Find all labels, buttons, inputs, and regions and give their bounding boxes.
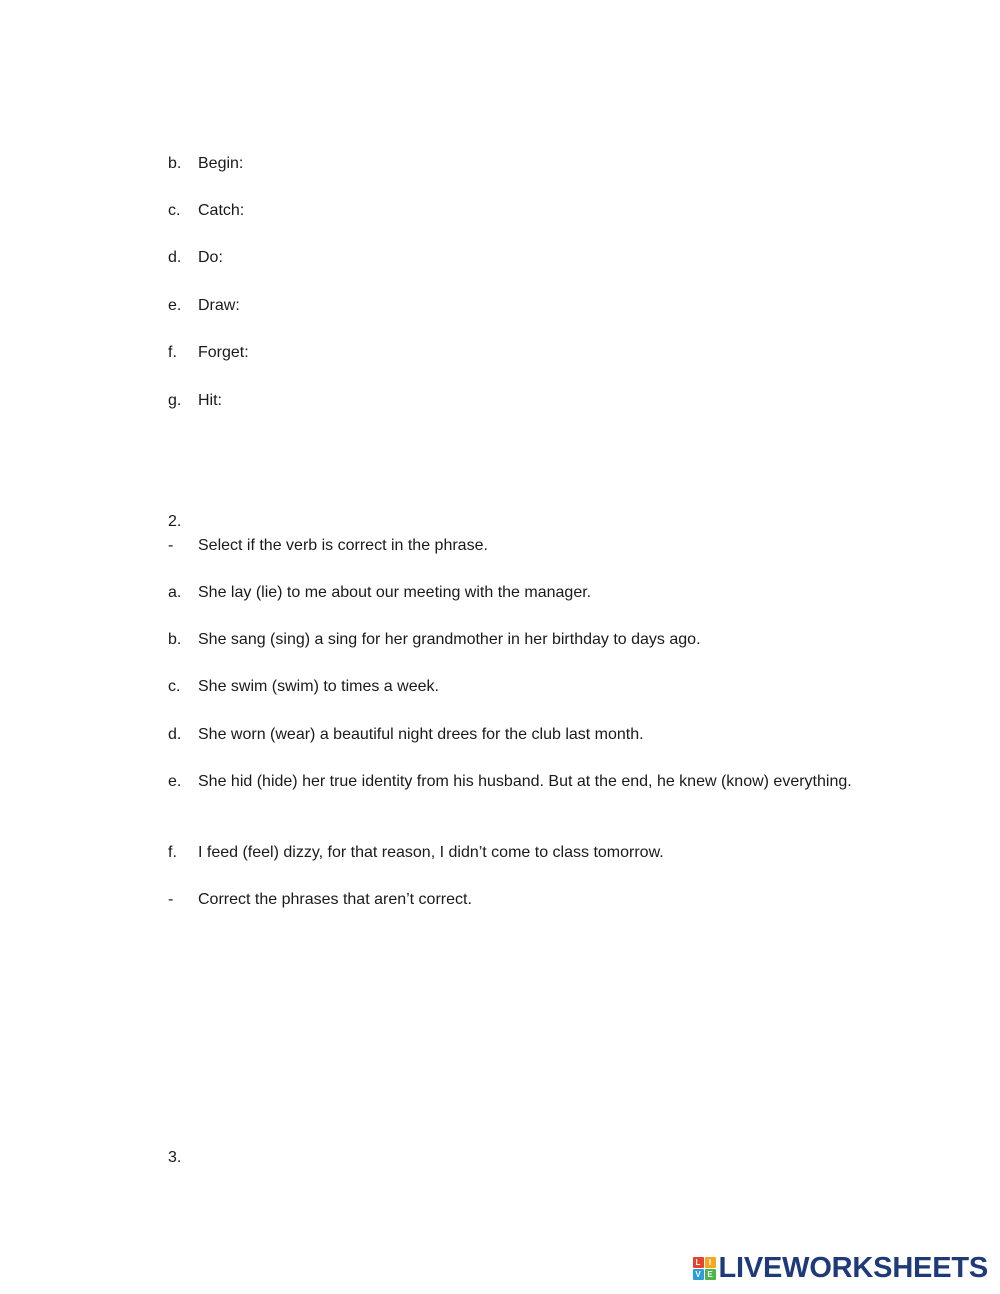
- item-marker: d.: [168, 726, 182, 743]
- item-text: Catch:: [198, 202, 245, 219]
- item-marker: g.: [168, 392, 182, 409]
- logo-tile-i: I: [705, 1257, 716, 1268]
- item-text: She sang (sing) a sing for her grandmother in her birthday to days ago.: [198, 631, 701, 648]
- item-marker: d.: [168, 249, 182, 266]
- item-text: Forget:: [198, 344, 249, 361]
- logo-tile-e: E: [705, 1269, 716, 1280]
- item-text: She hid (hide) her true identity from his husband. But at the end, he knew (know) everything.: [198, 773, 852, 790]
- section-number: 3.: [168, 1149, 182, 1166]
- item-marker: b.: [168, 631, 182, 648]
- instruction-text: Correct the phrases that aren’t correct.: [198, 891, 472, 908]
- logo-tile-v: V: [693, 1269, 704, 1280]
- item-text: She swim (swim) to times a week.: [198, 678, 439, 695]
- logo-wordmark: LIVEWORKSHEETS: [718, 1251, 988, 1284]
- instruction-marker: -: [168, 891, 174, 908]
- item-marker: e.: [168, 773, 182, 790]
- instruction-text: Select if the verb is correct in the phrase.: [198, 537, 488, 554]
- section-number: 2.: [168, 513, 182, 530]
- liveworksheets-logo: [693, 1252, 989, 1284]
- item-text: Draw:: [198, 297, 240, 314]
- item-text: She lay (lie) to me about our meeting with the manager.: [198, 584, 592, 601]
- item-marker: a.: [168, 584, 182, 601]
- logo-tile-l: L: [693, 1257, 704, 1268]
- item-text: Do:: [198, 249, 223, 266]
- item-marker: f.: [168, 844, 177, 861]
- item-text: She worn (wear) a beautiful night drees for the club last month.: [198, 726, 644, 743]
- item-marker: f.: [168, 344, 177, 361]
- item-marker: b.: [168, 155, 182, 172]
- item-marker: e.: [168, 297, 182, 314]
- item-marker: c.: [168, 202, 181, 219]
- instruction-marker: -: [168, 537, 174, 554]
- item-marker: c.: [168, 678, 181, 695]
- item-text: Begin:: [198, 155, 244, 172]
- item-text: I feed (feel) dizzy, for that reason, I didn’t come to class tomorrow.: [198, 844, 664, 861]
- liveworksheets-logo-icon: [693, 1257, 716, 1280]
- item-text: Hit:: [198, 392, 222, 409]
